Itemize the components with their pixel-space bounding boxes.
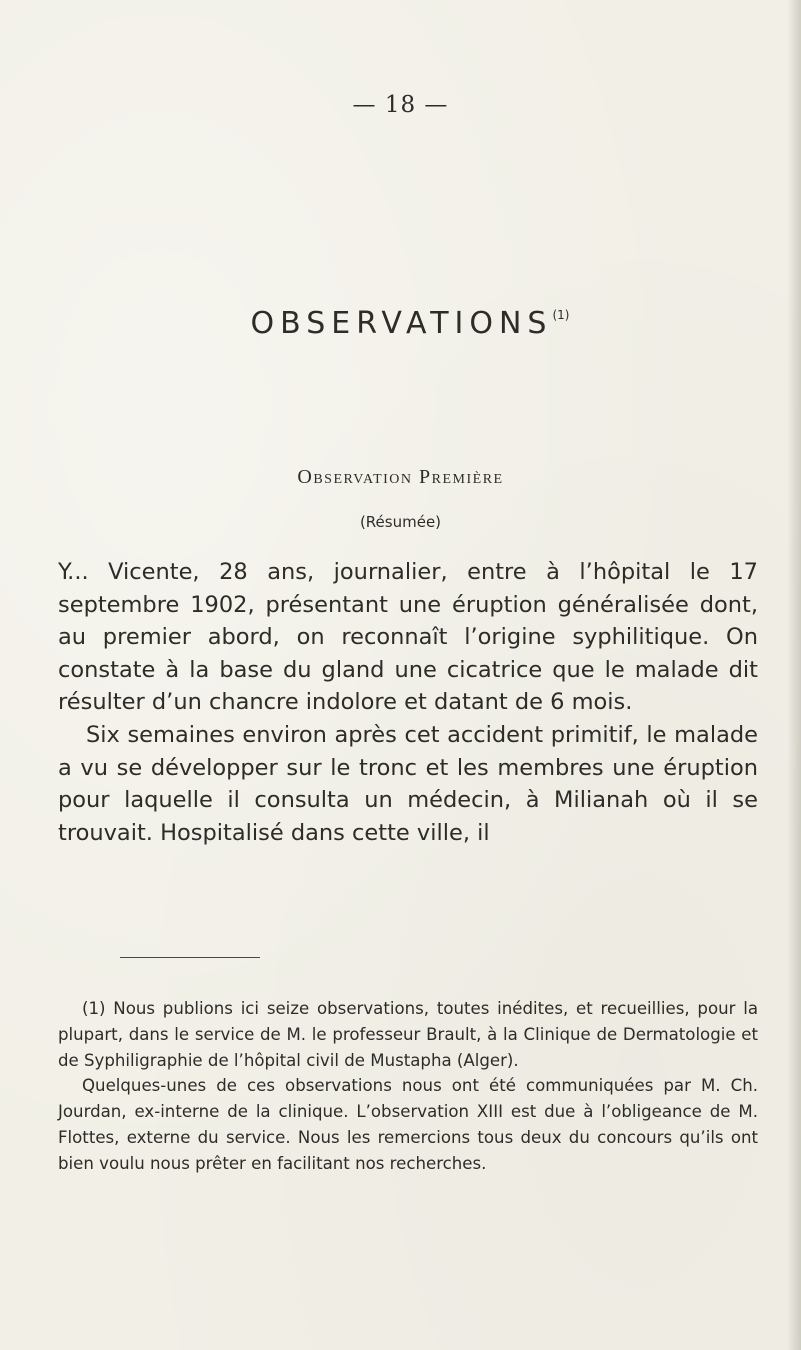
footnote-marker: (1) [552,308,570,322]
body-paragraph: Six semaines environ après cet accident primitif, le malade a vu se développer sur le tronc et les membres une éruption pour laquelle il consulta un médecin, à Milianah où il se trouvait. Hospitalisé dans cette ville, il [58,721,758,846]
page-number: — 18 — [352,92,449,118]
page-edge-shadow [787,0,801,1350]
observation-subtitle: (Résumée) [359,513,442,531]
footnote-block [58,996,758,1177]
section-title [110,306,710,341]
footnote-paragraph: (1) Nous publions ici seize observations, toutes inédites, et recueillies, pour la plupart, dans le service de M. le professeur Brault, à la Clinique de Dermatologie et de Syphiligraphie de l’hôpital civil de Mustapha (Alger). [58,999,758,1070]
section-title-text: OBSERVATIONS [250,306,553,341]
observation-title: Observation Première [297,466,504,488]
observation-body [58,556,758,849]
footnote-paragraph: Quelques-unes de ces observations nous ont été communiquées par M. Ch. Jourdan, ex-interne de la clinique. L’observation XIII est due à l’obligeance de M. Flottes, externe du service. Nous les remercions tous deux du concours qu’ils ont bien voulu nous prêter en facilitant nos recherches. [58,1076,758,1173]
footnote-divider [120,957,260,958]
body-paragraph: Y... Vicente, 28 ans, journalier, entre à l’hôpital le 17 septembre 1902, présentant une éruption généralisée dont, au premier abord, on reconnaît l’origine syphilitique. On constate à la base du gland une cicatrice que le malade dit résulter d’un chancre indolore et datant de 6 mois. [58,559,758,716]
